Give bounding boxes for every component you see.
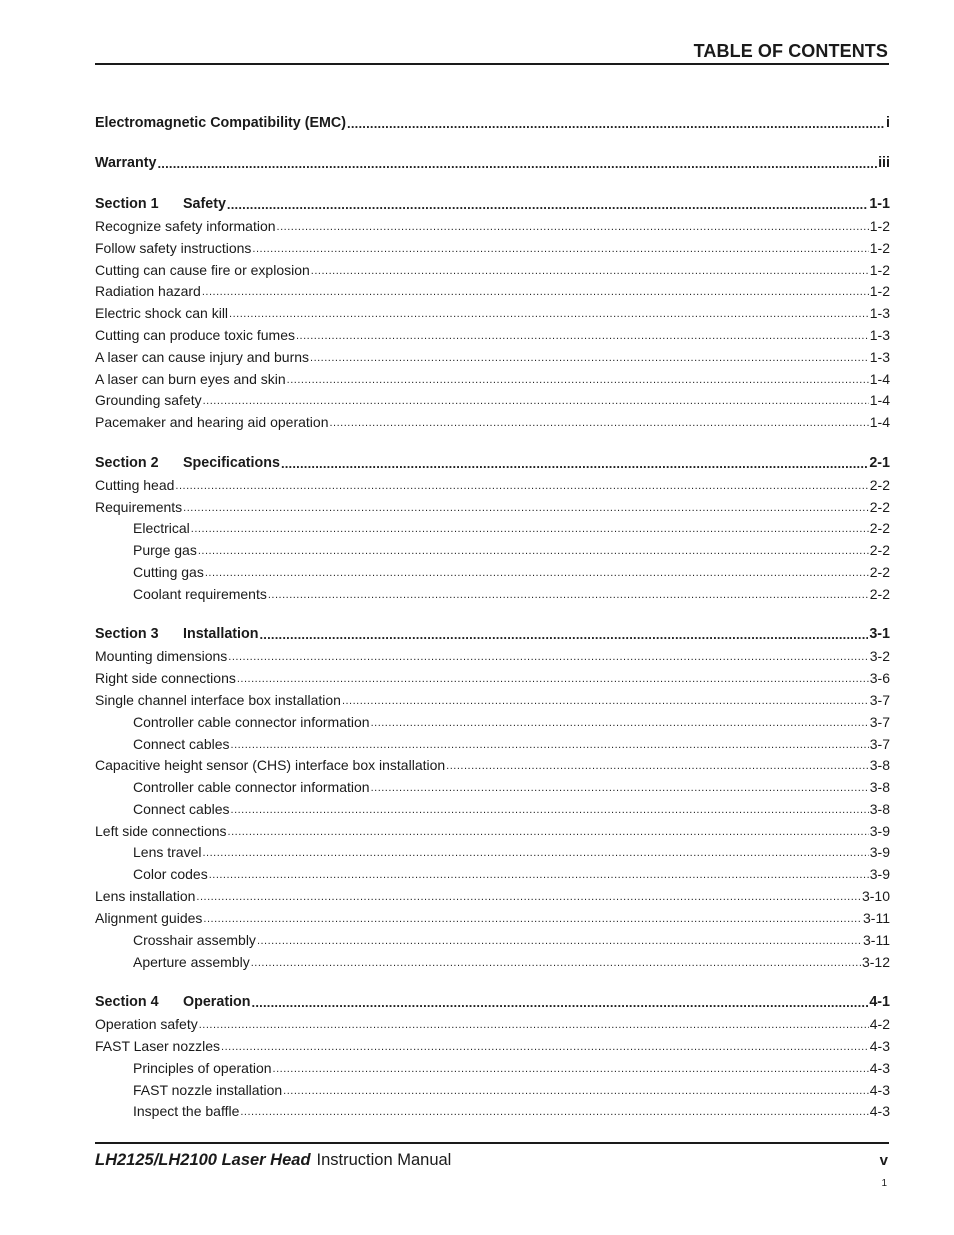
toc-heading <box>95 192 890 212</box>
toc-entry <box>95 214 890 234</box>
toc-entry <box>95 323 890 343</box>
toc-entry-label: Alignment guides <box>95 910 203 926</box>
toc-heading <box>95 990 890 1010</box>
toc-page-number: i <box>886 115 890 131</box>
toc-entry-label: Electromagnetic Compatibility (EMC) <box>95 115 347 131</box>
toc-entry-label: Recognize safety information <box>95 218 276 234</box>
toc-page-number: 1-2 <box>869 283 890 299</box>
dot-leader <box>273 1062 869 1076</box>
toc-entry <box>95 279 890 299</box>
toc-section-title: Operation <box>183 994 251 1010</box>
toc-entry <box>95 644 890 664</box>
toc-page-number: 1-3 <box>869 305 890 321</box>
toc-entry <box>95 666 890 686</box>
toc-entry-label: FAST nozzle installation <box>133 1082 283 1098</box>
toc-entry <box>95 538 890 558</box>
dot-leader <box>228 825 869 839</box>
dot-leader <box>183 501 869 515</box>
dot-leader <box>240 1105 868 1119</box>
toc-entry-label: Cutting gas <box>133 564 204 580</box>
toc-entry-label <box>95 196 226 212</box>
toc-entry <box>95 732 890 752</box>
toc-entry <box>95 560 890 580</box>
toc-entry <box>95 797 890 817</box>
toc-entry <box>95 236 890 256</box>
toc-entry-label: Controller cable connector information <box>133 714 370 730</box>
dot-leader <box>257 934 862 948</box>
toc-page-number: 2-2 <box>869 564 890 580</box>
toc-page-number: 3-9 <box>869 866 890 882</box>
toc-page-number: 4-3 <box>869 1103 890 1119</box>
dot-leader <box>227 198 868 212</box>
toc-page-number: 2-1 <box>869 455 890 471</box>
toc-entry <box>95 688 890 708</box>
toc-page-number: 1-1 <box>869 196 890 212</box>
toc-page-number: 3-11 <box>863 932 890 948</box>
toc-entry-label: Inspect the baffle <box>133 1103 240 1119</box>
footer-sheet-number: 1 <box>881 1178 887 1189</box>
toc-page-number: 1-2 <box>869 218 890 234</box>
toc-page-number: 1-4 <box>869 371 890 387</box>
toc-entry-label: FAST Laser nozzles <box>95 1038 221 1054</box>
dot-leader <box>371 781 869 795</box>
toc-entry-label: A laser can burn eyes and skin <box>95 371 286 387</box>
toc-entry-label: Mounting dimensions <box>95 648 228 664</box>
header-divider <box>95 63 889 65</box>
toc-entry-label: Operation safety <box>95 1016 198 1032</box>
toc-page-number: 4-3 <box>869 1082 890 1098</box>
toc-page-number: 4-2 <box>869 1016 890 1032</box>
toc-entry-label: Left side connections <box>95 823 227 839</box>
toc-heading <box>95 451 890 471</box>
dot-leader <box>202 285 869 299</box>
toc-entry-label: Aperture assembly <box>133 954 250 970</box>
dot-leader <box>252 996 869 1010</box>
dot-leader <box>202 846 868 860</box>
toc-entry-label <box>95 455 280 471</box>
dot-leader <box>199 1018 869 1032</box>
toc-entry-label: Lens installation <box>95 888 196 904</box>
toc-page-number: 2-2 <box>869 477 890 493</box>
toc-entry <box>95 345 890 365</box>
toc-entry <box>95 884 890 904</box>
toc-entry-label: Single channel interface box installation <box>95 692 341 708</box>
dot-leader <box>157 157 877 171</box>
toc-section-title: Safety <box>183 196 226 212</box>
dot-leader <box>342 694 869 708</box>
toc-entry <box>95 840 890 860</box>
toc-page-number: 2-2 <box>869 499 890 515</box>
dot-leader <box>237 672 869 686</box>
toc-entry <box>95 753 890 773</box>
toc-entry-label: Cutting can cause fire or explosion <box>95 262 310 278</box>
toc-entry <box>95 388 890 408</box>
dot-leader <box>209 868 869 882</box>
toc-page-number: 1-4 <box>869 414 890 430</box>
toc-page-number: 4-3 <box>869 1060 890 1076</box>
toc-entry-label: Crosshair assembly <box>133 932 256 948</box>
footer-page-number: v <box>879 1152 888 1169</box>
toc-section-title: Specifications <box>183 455 280 471</box>
toc-page-number: 2-2 <box>869 520 890 536</box>
toc-page-number: 1-3 <box>869 327 890 343</box>
dot-leader <box>203 912 862 926</box>
toc-entry <box>95 1056 890 1076</box>
toc-entry <box>95 495 890 515</box>
dot-leader <box>229 307 869 321</box>
dot-leader <box>231 803 869 817</box>
toc-entry <box>95 1034 890 1054</box>
footer-divider <box>95 1142 889 1144</box>
toc-entry <box>95 473 890 493</box>
toc-entry-label <box>95 994 251 1010</box>
toc-page-number: 3-10 <box>861 888 890 904</box>
toc-entry-label: Warranty <box>95 155 157 171</box>
toc-entry-label: Purge gas <box>133 542 197 558</box>
toc-entry <box>95 367 890 387</box>
toc-page-number: 3-12 <box>861 954 890 970</box>
dot-leader <box>283 1084 869 1098</box>
toc-page-number: 1-3 <box>869 349 890 365</box>
toc-entry-label: Electrical <box>133 520 190 536</box>
dot-leader <box>203 394 869 408</box>
toc-page-number: 2-2 <box>869 542 890 558</box>
dot-leader <box>221 1040 869 1054</box>
dot-leader <box>196 890 861 904</box>
dot-leader <box>231 738 869 752</box>
toc-entry-label: Pacemaker and hearing aid operation <box>95 414 329 430</box>
toc-entry-label: Cutting head <box>95 477 175 493</box>
toc-heading <box>95 151 890 171</box>
toc-page-number: 3-7 <box>869 714 890 730</box>
toc-entry <box>95 1012 890 1032</box>
toc-page-number: iii <box>878 155 890 171</box>
toc-page-number: 4-3 <box>869 1038 890 1054</box>
toc-entry <box>95 410 890 430</box>
toc-entry-label: Cutting can produce toxic fumes <box>95 327 295 343</box>
toc-page-number: 3-11 <box>863 910 890 926</box>
dot-leader <box>228 650 868 664</box>
toc-entry <box>95 258 890 278</box>
toc-entry-label: A laser can cause injury and burns <box>95 349 310 365</box>
toc-entry-label: Follow safety instructions <box>95 240 252 256</box>
toc-entry-label: Radiation hazard <box>95 283 201 299</box>
toc-page-number: 2-2 <box>869 586 890 602</box>
toc-page-number: 3-8 <box>869 801 890 817</box>
toc-entry <box>95 819 890 839</box>
toc-section-number: Section 4 <box>95 994 159 1010</box>
toc-entry-label: Controller cable connector information <box>133 779 370 795</box>
toc-section-number: Section 2 <box>95 455 159 471</box>
dot-leader <box>259 628 868 642</box>
toc-page-number: 3-7 <box>869 736 890 752</box>
toc-page-number: 3-8 <box>869 779 890 795</box>
toc-heading <box>95 111 890 131</box>
toc-entry <box>95 582 890 602</box>
toc-page-number: 1-2 <box>869 262 890 278</box>
toc-entry <box>95 710 890 730</box>
footer-manual-label: Instruction Manual <box>316 1151 452 1169</box>
toc-section-title: Installation <box>183 626 259 642</box>
footer-document-title <box>95 1151 451 1170</box>
toc-entry-label <box>95 626 258 642</box>
dot-leader <box>251 956 861 970</box>
toc-entry-label: Grounding safety <box>95 392 202 408</box>
dot-leader <box>311 264 869 278</box>
toc-section-number: Section 1 <box>95 196 159 212</box>
toc-entry-label: Right side connections <box>95 670 236 686</box>
dot-leader <box>287 373 869 387</box>
toc-page-number: 3-2 <box>869 648 890 664</box>
dot-leader <box>446 759 869 773</box>
toc-page-number: 3-6 <box>869 670 890 686</box>
dot-leader <box>296 329 869 343</box>
toc-entry <box>95 301 890 321</box>
dot-leader <box>191 522 869 536</box>
toc-entry <box>95 906 890 926</box>
toc-entry <box>95 928 890 948</box>
footer-model-name: LH2125/LH2100 Laser Head <box>95 1151 311 1169</box>
dot-leader <box>371 716 869 730</box>
toc-page-number: 1-4 <box>869 392 890 408</box>
toc-entry-label: Lens travel <box>133 844 202 860</box>
dot-leader <box>277 220 869 234</box>
toc-page-number: 3-8 <box>869 757 890 773</box>
toc-entry-label: Capacitive height sensor (CHS) interface box installation <box>95 757 446 773</box>
toc-entry <box>95 1078 890 1098</box>
toc-entry <box>95 862 890 882</box>
toc-entry-label: Electric shock can kill <box>95 305 229 321</box>
dot-leader <box>281 457 868 471</box>
toc-entry-label: Connect cables <box>133 736 230 752</box>
toc-entry-label: Principles of operation <box>133 1060 272 1076</box>
toc-page-number: 3-1 <box>869 626 890 642</box>
toc-entry <box>95 950 890 970</box>
toc-heading <box>95 622 890 642</box>
page-title: TABLE OF CONTENTS <box>693 41 888 61</box>
toc-entry-label: Connect cables <box>133 801 230 817</box>
toc-page-number: 1-2 <box>869 240 890 256</box>
toc-page-number: 3-7 <box>869 692 890 708</box>
toc-entry-label: Coolant requirements <box>133 586 267 602</box>
dot-leader <box>252 242 868 256</box>
toc-section-number: Section 3 <box>95 626 159 642</box>
toc-entry-label: Color codes <box>133 866 208 882</box>
toc-page-number: 3-9 <box>869 844 890 860</box>
dot-leader <box>268 588 869 602</box>
toc-entry-label: Requirements <box>95 499 183 515</box>
toc-entry <box>95 1099 890 1119</box>
dot-leader <box>310 351 869 365</box>
toc-entry <box>95 775 890 795</box>
dot-leader <box>330 416 869 430</box>
toc-entry <box>95 516 890 536</box>
dot-leader <box>175 479 868 493</box>
dot-leader <box>205 566 869 580</box>
toc-page-number: 4-1 <box>869 994 890 1010</box>
dot-leader <box>347 117 885 131</box>
dot-leader <box>198 544 869 558</box>
toc-page-number: 3-9 <box>869 823 890 839</box>
